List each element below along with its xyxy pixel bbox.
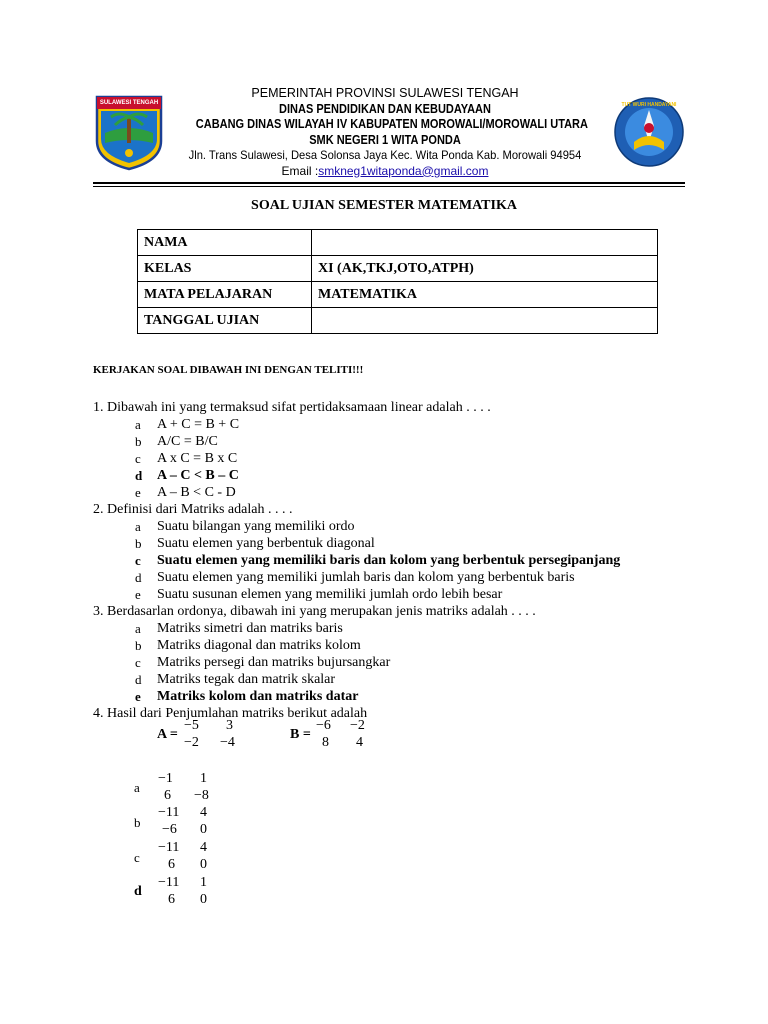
letterhead-divider-thin [93, 186, 685, 187]
matrix-cell: −11 [158, 805, 180, 820]
option [93, 433, 713, 450]
option-letter: a [135, 417, 141, 432]
option-text: Suatu bilangan yang memiliki ordo [157, 519, 355, 534]
matrix-cell: −2 [350, 718, 365, 733]
info-row [138, 256, 658, 282]
option [93, 671, 713, 688]
tut-wuri-handayani-emblem-icon [610, 96, 688, 168]
matrix-a-label: A = [157, 727, 178, 742]
option-letter: e [135, 689, 141, 704]
matrix-cell: −4 [220, 735, 235, 750]
option-text: Matriks diagonal dan matriks kolom [157, 638, 361, 653]
option-text: Matriks persegi dan matriks bujursangkar [157, 655, 391, 670]
letterhead-agency: DINAS PENDIDIKAN DAN KEBUDAYAAN [279, 101, 491, 116]
option-text: Matriks kolom dan matriks datar [157, 689, 359, 704]
option-answer [93, 688, 713, 705]
answer-matrix [158, 805, 218, 839]
info-row [138, 282, 658, 308]
matrix-cell: 6 [168, 857, 175, 872]
option-letter: a [135, 519, 141, 534]
option-text: A + C = B + C [157, 417, 240, 432]
option-text: Suatu elemen yang memiliki baris dan kolom yang berbentuk persegipanjang [157, 553, 621, 568]
option [93, 484, 713, 501]
answer-matrix [158, 840, 218, 874]
letterhead-government: PEMERINTAH PROVINSI SULAWESI TENGAH [251, 86, 519, 100]
option [93, 450, 713, 467]
matrix-row [158, 840, 218, 857]
matrix-row [184, 718, 244, 735]
option-text: Suatu elemen yang berbentuk diagonal [157, 536, 375, 551]
email-link[interactable]: smkneg1witaponda@gmail.com [318, 163, 489, 178]
letterhead-school: SMK NEGERI 1 WITA PONDA [309, 132, 461, 147]
option-letter: d [135, 468, 143, 483]
letterhead-divider [93, 182, 685, 184]
option-letter: d [135, 570, 142, 585]
matrix-cell: −2 [184, 735, 199, 750]
option [93, 518, 713, 535]
option-letter: c [135, 451, 141, 466]
letterhead-email [170, 164, 600, 180]
matrix-cell: 1 [200, 875, 207, 890]
info-label: NAMA [138, 230, 312, 256]
info-label: KELAS [138, 256, 312, 282]
matrix-a [184, 718, 244, 752]
option-letter: c [134, 850, 140, 865]
right-logo-text: TUT WURI HANDAYANI [621, 102, 677, 108]
option-text: A/C = B/C [157, 434, 218, 449]
option-letter: b [135, 638, 142, 653]
option-text: Suatu elemen yang memiliki jumlah baris dan kolom yang berbentuk baris [157, 570, 575, 585]
matrix-row [158, 788, 218, 805]
email-label: Email : [281, 163, 319, 178]
option [93, 637, 713, 654]
question-1: 1. Dibawah ini yang termaksud sifat pertidaksamaan linear adalah . . . . [93, 400, 491, 415]
option-letter: a [135, 621, 141, 636]
matrix-cell: 1 [200, 771, 207, 786]
matrix-cell: 0 [200, 857, 207, 872]
matrix-b [316, 718, 376, 752]
option-letter: d [135, 672, 142, 687]
letterhead-address: Jln. Trans Sulawesi, Desa Solonsa Jaya Kec. Wita Ponda Kab. Morowali 94954 [188, 148, 582, 162]
option [93, 416, 713, 433]
option-letter: b [135, 434, 142, 449]
question-4: 4. Hasil dari Penjumlahan matriks berikut adalah [93, 706, 368, 721]
matrix-row [158, 857, 218, 874]
matrix-cell: 6 [168, 892, 175, 907]
option-text: Matriks simetri dan matriks baris [157, 621, 343, 636]
matrix-cell: 0 [200, 892, 207, 907]
matrix-b-label: B = [290, 727, 311, 742]
info-row [138, 308, 658, 334]
matrix-cell: −8 [194, 788, 209, 803]
matrix-row [184, 735, 244, 752]
option-text: A – B < C - D [157, 485, 236, 500]
option-letter-answer: d [134, 884, 142, 899]
matrix-row [158, 892, 218, 909]
matrix-cell: 0 [200, 822, 207, 837]
answer-matrix [158, 771, 218, 805]
option-letter: c [135, 553, 141, 568]
info-value: MATEMATIKA [312, 282, 658, 308]
letterhead-branch: CABANG DINAS WILAYAH IV KABUPATEN MOROWALI/MOROWALI UTARA [195, 117, 588, 131]
option-answer [93, 467, 713, 484]
option [93, 535, 713, 552]
option-text: Matriks tegak dan matrik skalar [157, 672, 336, 687]
option-letter: e [135, 587, 141, 602]
option-answer [93, 552, 713, 569]
info-row [138, 230, 658, 256]
left-logo-text: SULAWESI TENGAH [99, 100, 159, 106]
matrix-row [158, 875, 218, 892]
option-text: Suatu susunan elemen yang memiliki jumlah ordo lebih besar [157, 587, 503, 602]
info-value: XI (AK,TKJ,OTO,ATPH) [312, 256, 658, 282]
option-letter: e [135, 485, 141, 500]
option [93, 569, 713, 586]
info-label: TANGGAL UJIAN [138, 308, 312, 334]
question-3: 3. Berdasarlan ordonya, dibawah ini yang merupakan jenis matriks adalah . . . . [93, 604, 536, 619]
info-label: MATA PELAJARAN [138, 282, 312, 308]
option [93, 586, 713, 603]
question-2: 2. Definisi dari Matriks adalah . . . . [93, 502, 293, 517]
matrix-row [316, 735, 376, 752]
matrix-cell: −6 [162, 822, 177, 837]
matrix-cell: 6 [164, 788, 171, 803]
matrix-row [158, 805, 218, 822]
exam-title: SOAL UJIAN SEMESTER MATEMATIKA [251, 198, 517, 213]
matrix-row [158, 822, 218, 839]
matrix-cell: −11 [158, 840, 180, 855]
option-letter: c [135, 655, 141, 670]
matrix-cell: −11 [158, 875, 180, 890]
matrix-row [158, 771, 218, 788]
matrix-cell: 4 [200, 840, 207, 855]
matrix-cell: 4 [356, 735, 363, 750]
matrix-cell: 8 [322, 735, 329, 750]
option-text: A x C = B x C [157, 451, 238, 466]
matrix-cell: 3 [226, 718, 233, 733]
option-text: A – C < B – C [157, 468, 239, 483]
matrix-cell: −6 [316, 718, 331, 733]
matrix-cell: 4 [200, 805, 207, 820]
option-letter: b [135, 536, 142, 551]
option-letter: a [134, 780, 140, 795]
instruction: KERJAKAN SOAL DIBAWAH INI DENGAN TELITI!!! [93, 364, 364, 376]
letterhead [170, 86, 600, 179]
info-value [312, 230, 658, 256]
matrix-cell: −1 [158, 771, 173, 786]
student-info-table [137, 229, 658, 334]
matrix-row [316, 718, 376, 735]
sulawesi-tengah-emblem-icon [93, 93, 165, 171]
info-value [312, 308, 658, 334]
question-list [93, 399, 713, 722]
option [93, 620, 713, 637]
option-letter: b [134, 815, 141, 830]
answer-matrix [158, 875, 218, 909]
matrix-cell: −5 [184, 718, 199, 733]
option [93, 654, 713, 671]
